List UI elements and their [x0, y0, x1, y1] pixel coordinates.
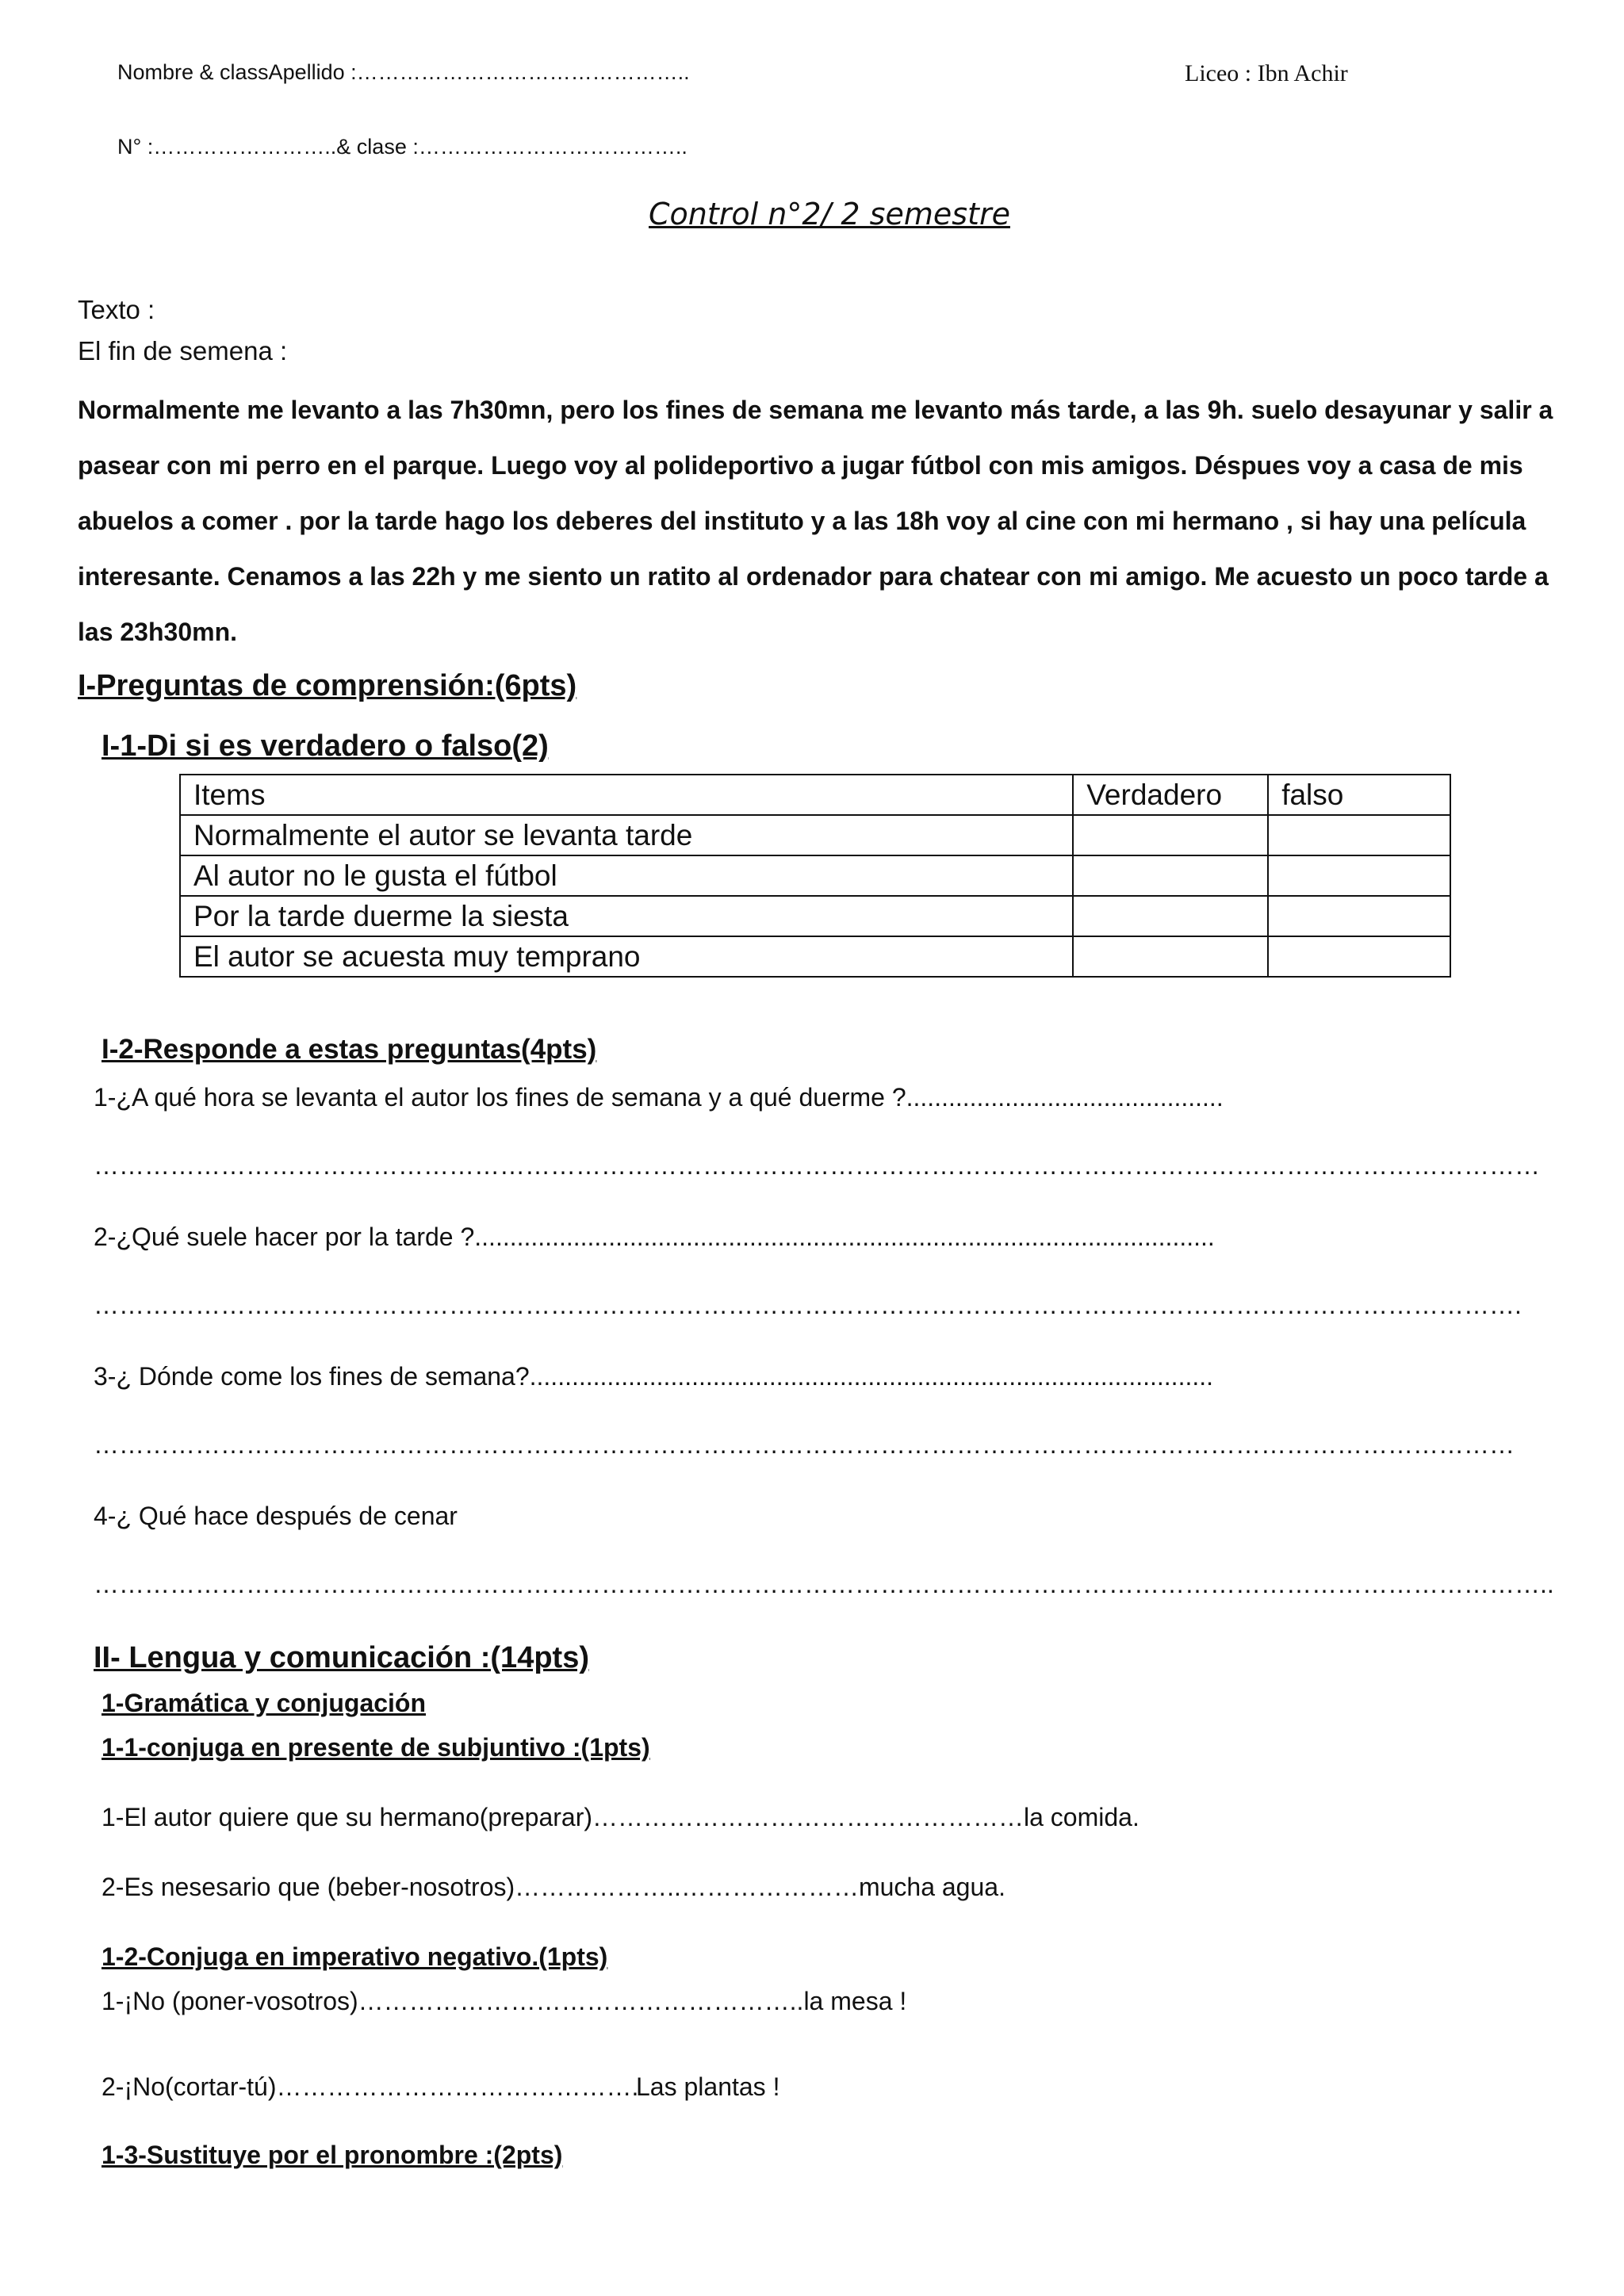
table-row	[180, 936, 1450, 977]
item-cell: Normalmente el autor se levanta tarde	[180, 815, 1073, 855]
verdadero-cell[interactable]	[1073, 815, 1268, 855]
falso-cell[interactable]	[1268, 815, 1450, 855]
table-header-row	[180, 775, 1450, 815]
reading-text: Normalmente me levanto a las 7h30mn, pero los fines de semana me levanto más tarde, a las 9h. suelo desayunar y salir a pasear con mi perro en el parque. Luego voy al polideportivo a jugar fútbol con mis amigos. Déspues voy a casa de mis abuelos a comer . por la tarde hago los deberes del instituto y a las 18h voy al cine con mi hermano , si hay una película interesante. Cenamos a las 22h y me siento un ratito al ordenador para chatear con mi amigo. Me acuesto un poco tarde a las 23h30mn.	[78, 396, 1553, 646]
item-cell: Al autor no le gusta el fútbol	[180, 855, 1073, 896]
falso-cell[interactable]	[1268, 896, 1450, 936]
true-false-table	[179, 774, 1451, 978]
answer-line-3[interactable]: ……………………………………………………………………………………………………………………………………………………	[94, 1430, 1515, 1459]
subjunctive-item-1[interactable]: 1-El autor quiere que su hermano(preparar)……………………………………………la comida.	[102, 1803, 1139, 1831]
school-name: Liceo : Ibn Achir	[1185, 60, 1348, 86]
answer-line-4[interactable]: ………………………………………………………………………………………………………………………………………………………..	[94, 1570, 1554, 1598]
question-1: 1-¿A qué hora se levanta el autor los fines de semana y a qué duerme ?.............................................	[94, 1083, 1224, 1112]
falso-cell[interactable]	[1268, 936, 1450, 977]
grammar-heading: 1-Gramática y conjugación	[102, 1689, 427, 1717]
verdadero-cell[interactable]	[1073, 855, 1268, 896]
subjunctive-item-2[interactable]: 2-Es nesesario que (beber-nosotros)………………..…………………mucha agua.	[102, 1873, 1005, 1901]
imperative-item-2[interactable]: 2-¡No(cortar-tú)…………………………………….	[102, 2072, 639, 2101]
text-subtitle: El fin de semena :	[78, 336, 288, 365]
question-3: 3-¿ Dónde come los fines de semana?.................................................................................................	[94, 1362, 1214, 1391]
verdadero-cell[interactable]	[1073, 936, 1268, 977]
table-row	[180, 815, 1450, 855]
header-falso: falso	[1268, 775, 1450, 815]
imperative-item-1[interactable]: 1-¡No (poner-vosotros)……………………………………………..la mesa !	[102, 1987, 907, 2015]
table-row	[180, 855, 1450, 896]
header-verdadero: Verdadero	[1073, 775, 1268, 815]
section-2-heading: II- Lengua y comunicación :(14pts)	[94, 1641, 589, 1674]
question-2: 2-¿Qué suele hacer por la tarde ?.........................................................................................................	[94, 1223, 1215, 1251]
table-row	[180, 896, 1450, 936]
section-1-2-heading: I-2-Responde a estas preguntas(4pts)	[102, 1034, 597, 1065]
page-title: Control n°2/ 2 semestre	[649, 197, 1010, 232]
item-cell: Por la tarde duerme la siesta	[180, 896, 1073, 936]
name-line: Nombre & classApellido :………………………………………..	[117, 60, 690, 84]
pronoun-heading: 1-3-Sustituye por el pronombre :(2pts)	[102, 2141, 563, 2169]
reading-paragraph	[78, 382, 1557, 660]
verdadero-cell[interactable]	[1073, 896, 1268, 936]
imperative-heading: 1-2-Conjuga en imperativo negativo.(1pts)	[102, 1942, 608, 1971]
imperative-item-2-end: Las plantas !	[636, 2072, 780, 2101]
section-1-heading: I-Preguntas de comprensión:(6pts)	[78, 669, 577, 702]
section-1-1-heading: I-1-Di si es verdadero o falso(2)	[102, 729, 549, 763]
item-cell: El autor se acuesta muy temprano	[180, 936, 1073, 977]
falso-cell[interactable]	[1268, 855, 1450, 896]
text-label: Texto :	[78, 295, 155, 324]
answer-line-2[interactable]: …………………………………………………………………………………………………………………………………………………….	[94, 1291, 1522, 1319]
answer-line-1[interactable]: ………………………………………………………………………………………………………………………………………………………	[94, 1151, 1540, 1180]
question-4: 4-¿ Qué hace después de cenar	[94, 1502, 458, 1530]
number-class-line: N° :……………………..& clase :………………………………..	[117, 135, 688, 159]
subjunctive-heading: 1-1-conjuga en presente de subjuntivo :(1pts)	[102, 1733, 650, 1762]
header-items: Items	[180, 775, 1073, 815]
